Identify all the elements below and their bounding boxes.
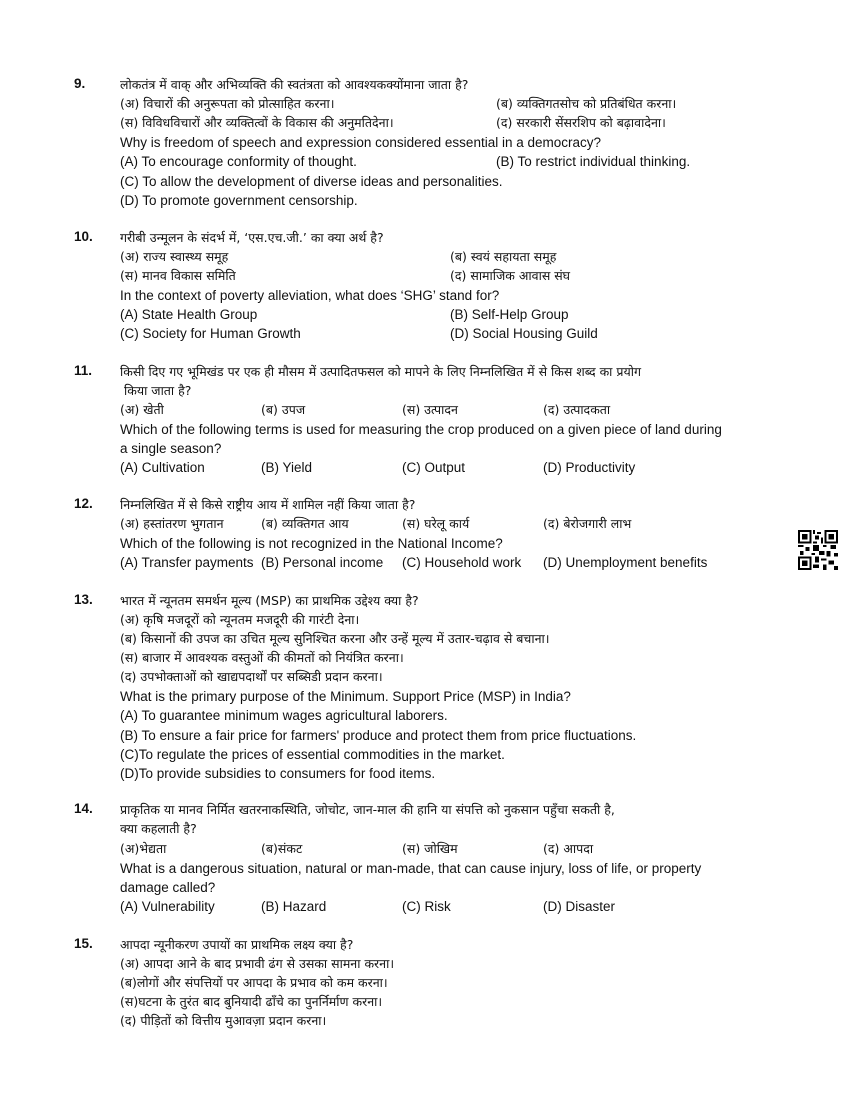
option-hindi-b: (ब) व्यक्तिगतसोच को प्रतिबंधित करना। (496, 96, 677, 111)
option-english-b: (B) Yield (261, 460, 313, 475)
option-hindi-c: (स) विविधविचारों और व्यक्तित्वों के विकास की अनुमतिदेना। (120, 115, 394, 130)
question-text-english: Which of the following is not recognized in the National Income? (120, 536, 503, 551)
option-english-a: (A) To guarantee minimum wages agricultural laborers. (120, 708, 448, 723)
option-english-b: (B) Self-Help Group (450, 307, 569, 322)
option-english-b: (B) Personal income (261, 555, 384, 570)
option-hindi-c: (स)घटना के तुरंत बाद बुनियादी ढाँचे का पुनर्निर्माण करना। (120, 994, 383, 1009)
option-hindi-b: (ब) उपज (261, 402, 306, 417)
option-hindi-a: (अ) आपदा आने के बाद प्रभावी ढंग से उसका सामना करना। (120, 956, 395, 971)
option-hindi-b: (ब) किसानों की उपज का उचित मूल्य सुनिश्चित करना और उन्हें मूल्य में उतार-चढ़ाव से बचाना। (120, 631, 550, 646)
option-hindi-a: (अ) हस्तांतरण भुगतान (120, 516, 224, 531)
option-english-c: (C)To regulate the prices of essential commodities in the market. (120, 747, 505, 762)
question-text-english-cont: a single season? (120, 441, 222, 456)
option-hindi-c: (स) घरेलू कार्य (402, 516, 470, 531)
option-english-c: (C) Risk (402, 899, 451, 914)
question-text-hindi: लोकतंत्र में वाक् और अभिव्यक्ति की स्वतंत्रता को आवश्यकक्योंमाना जाता है? (120, 77, 469, 92)
option-hindi-a: (अ) राज्य स्वास्थ्य समूह (120, 249, 229, 264)
option-hindi-d: (द) सरकारी सेंसरशिप को बढ़ावादेना। (496, 115, 666, 130)
option-hindi-d: (द) उपभोक्ताओं को खाद्यपदार्थों पर सब्सिडी प्रदान करना। (120, 669, 383, 684)
question-text-hindi: निम्नलिखित में से किसे राष्ट्रीय आय में शामिल नहीं किया जाता है? (120, 497, 416, 512)
question-number: 10. (74, 229, 93, 244)
option-hindi-d: (द) आपदा (543, 841, 594, 856)
option-english-a: (A) Transfer payments (120, 555, 254, 570)
qr-code-image (798, 530, 838, 570)
question-text-english: In the context of poverty alleviation, what does ‘SHG’ stand for? (120, 288, 500, 303)
option-english-d: (D)To provide subsidies to consumers for food items. (120, 766, 436, 781)
option-hindi-d: (द) बेरोजगारी लाभ (543, 516, 632, 531)
option-hindi-b: (ब)लोगों और संपत्तियों पर आपदा के प्रभाव को कम करना। (120, 975, 388, 990)
option-hindi-d: (द) उत्पादकता (543, 402, 611, 417)
option-hindi-a: (अ) विचारों की अनुरूपता को प्रोत्साहित करना। (120, 96, 335, 111)
option-english-a: (A) To encourage conformity of thought. (120, 154, 357, 169)
question-text-hindi: आपदा न्यूनीकरण उपायों का प्राथमिक लक्ष्य क्या है? (120, 937, 354, 952)
question-text-english: What is the primary purpose of the Minimum. Support Price (MSP) in India? (120, 689, 571, 704)
question-number: 9. (74, 76, 86, 91)
question-text-hindi: किसी दिए गए भूमिखंड पर एक ही मौसम में उत्पादितफसल को मापने के लिए निम्नलिखित में से किस शब्द का प्रयोग (120, 364, 642, 379)
option-english-b: (B) To ensure a fair price for farmers' produce and protect them from price fluctuations. (120, 728, 637, 743)
option-hindi-b: (ब)संकट (261, 841, 303, 856)
option-english-d: (D) Unemployment benefits (543, 555, 708, 570)
option-hindi-a: (अ) कृषि मजदूरों को न्यूनतम मजदूरी की गारंटी देना। (120, 612, 360, 627)
question-text-english: What is a dangerous situation, natural or man-made, that can cause injury, loss of life, or property (120, 861, 702, 876)
option-english-d: (D) Disaster (543, 899, 616, 914)
option-hindi-d: (द) सामाजिक आवास संघ (450, 268, 571, 283)
option-hindi-c: (स) जोखिम (402, 841, 458, 856)
option-hindi-b: (ब) स्वयं सहायता समूह (450, 249, 557, 264)
option-hindi-c: (स) बाजार में आवश्यक वस्तुओं की कीमतों को नियंत्रित करना। (120, 650, 404, 665)
option-english-b: (B) To restrict individual thinking. (496, 154, 691, 169)
question-text-hindi: भारत में न्यूनतम समर्थन मूल्य (MSP) का प्राथमिक उद्देश्य क्या है? (120, 593, 419, 608)
option-english-d: (D) To promote government censorship. (120, 193, 358, 208)
question-text-english: Which of the following terms is used for measuring the crop produced on a given piece of land during (120, 422, 722, 437)
option-hindi-c: (स) मानव विकास समिति (120, 268, 236, 283)
option-english-c: (C) To allow the development of diverse ideas and personalities. (120, 174, 503, 189)
option-english-b: (B) Hazard (261, 899, 327, 914)
option-english-c: (C) Output (402, 460, 466, 475)
question-number: 14. (74, 801, 93, 816)
option-hindi-a: (अ) खेती (120, 402, 164, 417)
question-number: 15. (74, 936, 93, 951)
option-english-c: (C) Society for Human Growth (120, 326, 301, 341)
option-english-c: (C) Household work (402, 555, 522, 570)
question-number: 13. (74, 592, 93, 607)
option-hindi-d: (द) पीड़ितों को वित्तीय मुआवज़ा प्रदान करना। (120, 1013, 327, 1028)
option-hindi-c: (स) उत्पादन (402, 402, 458, 417)
option-english-d: (D) Social Housing Guild (450, 326, 598, 341)
question-number: 12. (74, 496, 93, 511)
question-number: 11. (74, 363, 93, 378)
option-english-a: (A) State Health Group (120, 307, 258, 322)
option-hindi-b: (ब) व्यक्तिगत आय (261, 516, 349, 531)
question-text-hindi-cont: क्या कहलाती है? (120, 821, 197, 836)
question-text-english: Why is freedom of speech and expression considered essential in a democracy? (120, 135, 602, 150)
question-text-hindi: प्राकृतिक या मानव निर्मित खतरनाकस्थिति, जोचोट, जान-माल की हानि या संपत्ति को नुकसान पहुँचा सकती है, (120, 802, 615, 817)
option-english-a: (A) Vulnerability (120, 899, 215, 914)
option-hindi-a: (अ)भेद्यता (120, 841, 167, 856)
option-english-a: (A) Cultivation (120, 460, 205, 475)
question-text-hindi: गरीबी उन्मूलन के संदर्भ में, ‘एस.एच.जी.’ का क्या अर्थ है? (120, 230, 384, 245)
question-text-hindi-cont: किया जाता है? (124, 383, 192, 398)
question-text-english-cont: damage called? (120, 880, 216, 895)
option-english-d: (D) Productivity (543, 460, 636, 475)
